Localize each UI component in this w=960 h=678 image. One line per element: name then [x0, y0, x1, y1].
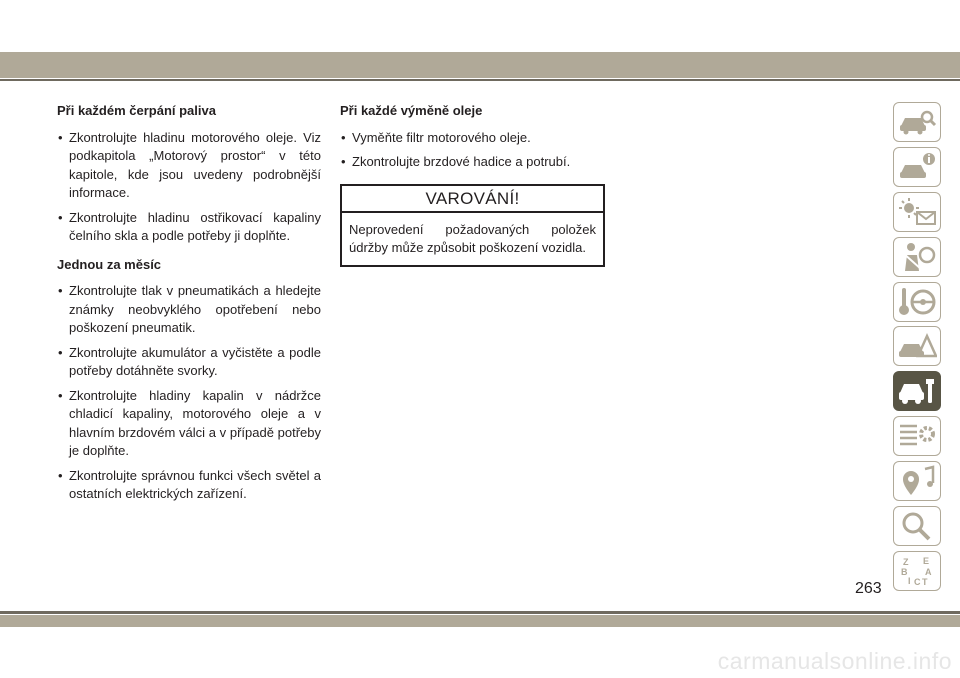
left-column	[57, 102, 321, 510]
list-item: • Zkontrolujte brzdové hadice a potrubí.	[340, 153, 605, 172]
header-band	[0, 52, 960, 78]
list-item: • Zkontrolujte hladinu ostřikovací kapaliny čelního skla a podle potřeby ji doplňte.	[57, 209, 321, 246]
car-service-icon	[897, 375, 937, 407]
tab-safety[interactable]	[893, 237, 941, 277]
tab-multimedia[interactable]	[893, 461, 941, 501]
tab-servicing-maintenance[interactable]	[893, 371, 941, 411]
list-item: • Zkontrolujte správnou funkci všech světel a ostatních elektrických zařízení.	[57, 467, 321, 504]
magnifier-icon	[897, 510, 937, 542]
list-item: • Zkontrolujte hladinu motorového oleje. Viz podkapitola „Motorový prostor“ v této kapitole, kde jsou uvedeny podrobnější informace.	[57, 129, 321, 203]
tab-index[interactable]	[893, 551, 941, 591]
warning-title: VAROVÁNÍ!	[342, 186, 603, 214]
list-item: • Zkontrolujte akumulátor a vyčistěte a podle potřeby dotáhněte svorky.	[57, 344, 321, 381]
monthly-checklist	[57, 282, 321, 504]
specs-gear-icon	[897, 420, 937, 452]
list-item: • Vyměňte filtr motorového oleje.	[340, 129, 605, 148]
section-heading-refuel: Při každém čerpání paliva	[57, 103, 216, 118]
svg-text:Z: Z	[903, 556, 909, 567]
page-number: 263	[855, 580, 882, 597]
index-letters-icon	[897, 555, 937, 587]
header-rule	[0, 79, 960, 81]
svg-text:B: B	[901, 566, 908, 577]
list-item: • Zkontrolujte tlak v pneumatikách a hledejte známky neobvyklého opotřebení nebo poškození pneumatik.	[57, 282, 321, 338]
tab-starting-operating[interactable]	[893, 282, 941, 322]
multimedia-navigation-icon	[897, 465, 937, 497]
watermark: carmanualsonline.info	[717, 648, 952, 674]
list-item: • Zkontrolujte hladiny kapalin v nádržce chladicí kapaliny, motorového oleje a v hlavním brzdovém válci a v případě potřeby je doplňte.	[57, 387, 321, 461]
tab-warning-lights[interactable]	[893, 192, 941, 232]
car-info-icon	[897, 151, 937, 183]
tab-emergency[interactable]	[893, 326, 941, 366]
tab-search[interactable]	[893, 506, 941, 546]
car-search-icon	[897, 106, 937, 138]
tab-car-info[interactable]	[893, 147, 941, 187]
svg-text:E: E	[923, 555, 930, 566]
footer-band	[0, 615, 960, 627]
refuel-checklist	[57, 129, 321, 246]
warning-body: Neprovedení požadovaných položek údržby může způsobit poškození vozidla.	[349, 222, 596, 255]
svg-text:C: C	[914, 576, 921, 587]
tab-car-overview[interactable]	[893, 102, 941, 142]
right-column	[340, 102, 605, 267]
warning-light-message-icon	[897, 196, 937, 228]
key-steering-wheel-icon	[897, 286, 937, 318]
seatbelt-airbag-icon	[897, 241, 937, 273]
svg-text:T: T	[922, 576, 928, 587]
oil-change-checklist	[340, 129, 605, 172]
svg-text:A: A	[925, 566, 932, 577]
section-heading-monthly: Jednou za měsíc	[57, 256, 162, 272]
footer-rule	[0, 611, 960, 614]
warning-box	[340, 184, 605, 268]
svg-text:I: I	[908, 575, 911, 586]
section-heading-oil-change: Při každé výměně oleje	[340, 103, 483, 118]
chapter-tabs	[893, 102, 943, 596]
car-hazard-icon	[897, 330, 937, 362]
tab-technical-specs[interactable]	[893, 416, 941, 456]
